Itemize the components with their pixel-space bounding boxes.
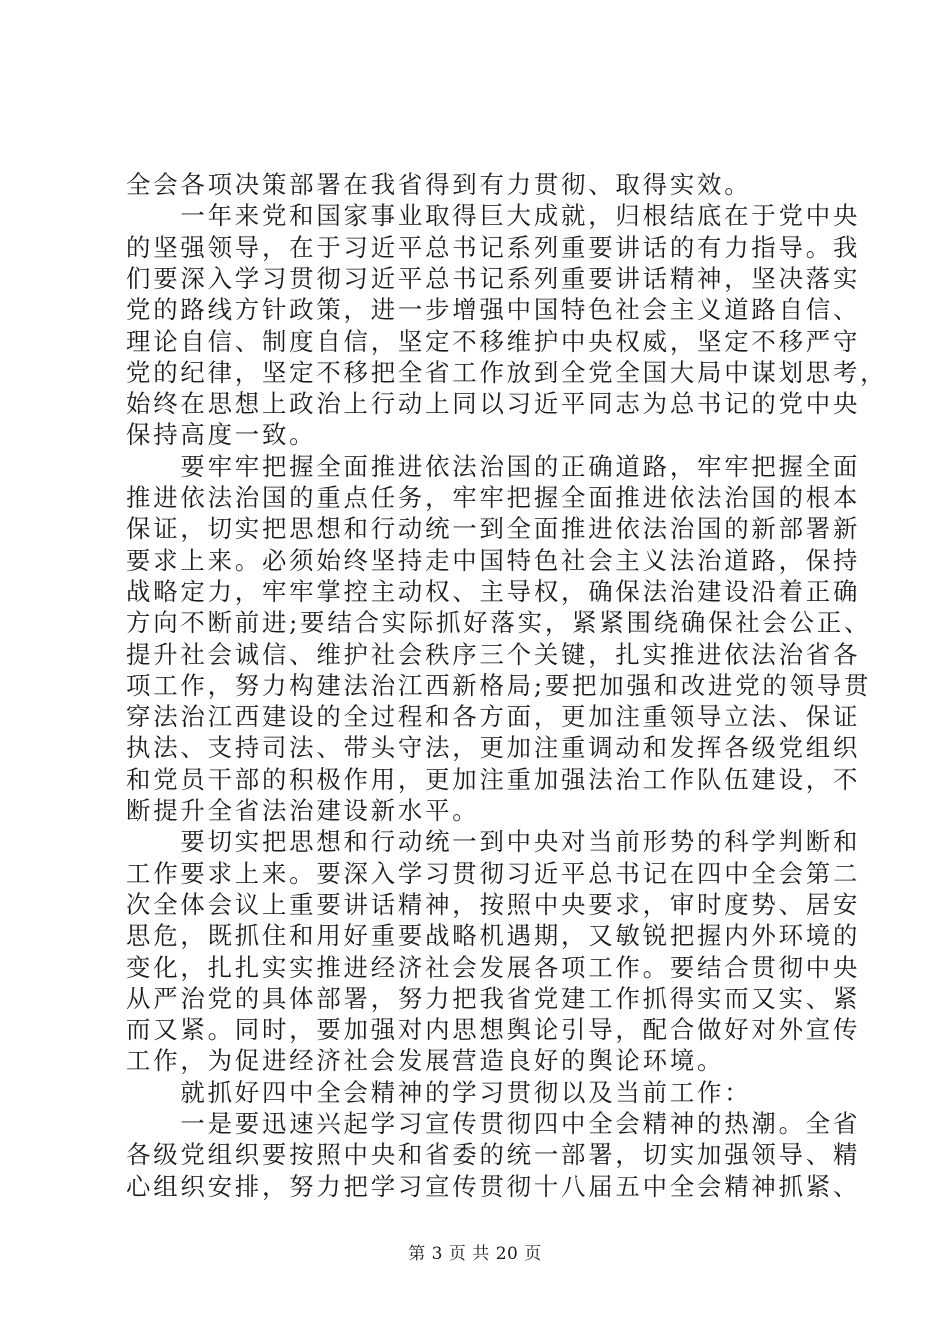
text-line: 就抓好四中全会精神的学习贯彻以及当前工作： bbox=[126, 1077, 752, 1107]
text-line: 的坚强领导，在于习近平总书记系列重要讲话的有力指导。我 bbox=[126, 232, 861, 262]
text-line: 全会各项决策部署在我省得到有力贯彻、取得实效。 bbox=[126, 170, 752, 199]
text-line: 穿法治江西建设的全过程和各方面，更加注重领导立法、保证 bbox=[126, 702, 861, 732]
text-line: 执法、支持司法、带头守法，更加注重调动和发挥各级党组织 bbox=[126, 733, 861, 763]
text-line: 要切实把思想和行动统一到中央对当前形势的科学判断和 bbox=[126, 827, 861, 857]
text-line: 各级党组织要按照中央和省委的统一部署，切实加强领导、精 bbox=[126, 1140, 861, 1170]
text-line: 们要深入学习贯彻习近平总书记系列重要讲话精神，坚决落实 bbox=[126, 263, 861, 293]
text-line: 要牢牢把握全面推进依法治国的正确道路，牢牢把握全面 bbox=[126, 451, 861, 481]
text-line: 心组织安排，努力把学习宣传贯彻十八届五中全会精神抓紧、 bbox=[126, 1171, 861, 1201]
text-line: 项工作，努力构建法治江西新格局;要把加强和改进党的领导贯 bbox=[126, 670, 872, 700]
text-line: 理论自信、制度自信，坚定不移维护中央权威，坚定不移严守 bbox=[126, 326, 861, 356]
text-line: 提升社会诚信、维护社会秩序三个关键，扎实推进依法治省各 bbox=[126, 639, 861, 669]
text-line: 工作要求上来。要深入学习贯彻习近平总书记在四中全会第二 bbox=[126, 858, 861, 888]
text-line: 战略定力，牢牢掌控主动权、主导权，确保法治建设沿着正确 bbox=[126, 576, 861, 606]
text-line: 工作，为促进经济社会发展营造良好的舆论环境。 bbox=[126, 1046, 725, 1076]
text-line: 思危，既抓住和用好重要战略机遇期，又敏锐把握内外环境的 bbox=[126, 921, 861, 951]
text-line: 保证，切实把思想和行动统一到全面推进依法治国的新部署新 bbox=[126, 514, 861, 544]
text-line: 始终在思想上政治上行动上同以习近平同志为总书记的党中央 bbox=[126, 389, 861, 419]
text-line: 要求上来。必须始终坚持走中国特色社会主义法治道路，保持 bbox=[126, 545, 861, 575]
text-line: 从严治党的具体部署，努力把我省党建工作抓得实而又实、紧 bbox=[126, 983, 861, 1013]
text-line: 保持高度一致。 bbox=[126, 420, 317, 450]
text-line: 推进依法治国的重点任务，牢牢把握全面推进依法治国的根本 bbox=[126, 483, 861, 512]
text-line: 变化，扎扎实实推进经济社会发展各项工作。要结合贯彻中央 bbox=[126, 952, 861, 982]
text-line: 党的纪律，坚定不移把全省工作放到全党全国大局中谋划思考， bbox=[126, 357, 888, 387]
text-line: 一是要迅速兴起学习宣传贯彻四中全会精神的热潮。全省 bbox=[126, 1109, 861, 1138]
text-line: 次全体会议上重要讲话精神，按照中央要求，审时度势、居安 bbox=[126, 889, 861, 919]
text-line: 断提升全省法治建设新水平。 bbox=[126, 796, 480, 825]
page-number-footer: 第 3 页 共 20 页 bbox=[408, 1244, 542, 1264]
text-line: 方向不断前进;要结合实际抓好落实，紧紧围绕确保社会公正、 bbox=[126, 608, 872, 638]
text-line: 一年来党和国家事业取得巨大成就，归根结底在于党中央 bbox=[126, 201, 861, 231]
text-line: 党的路线方针政策，进一步增强中国特色社会主义道路自信、 bbox=[126, 295, 861, 325]
text-line: 而又紧。同时，要加强对内思想舆论引导，配合做好对外宣传 bbox=[126, 1015, 861, 1045]
text-line: 和党员干部的积极作用，更加注重加强法治工作队伍建设，不 bbox=[126, 764, 861, 794]
